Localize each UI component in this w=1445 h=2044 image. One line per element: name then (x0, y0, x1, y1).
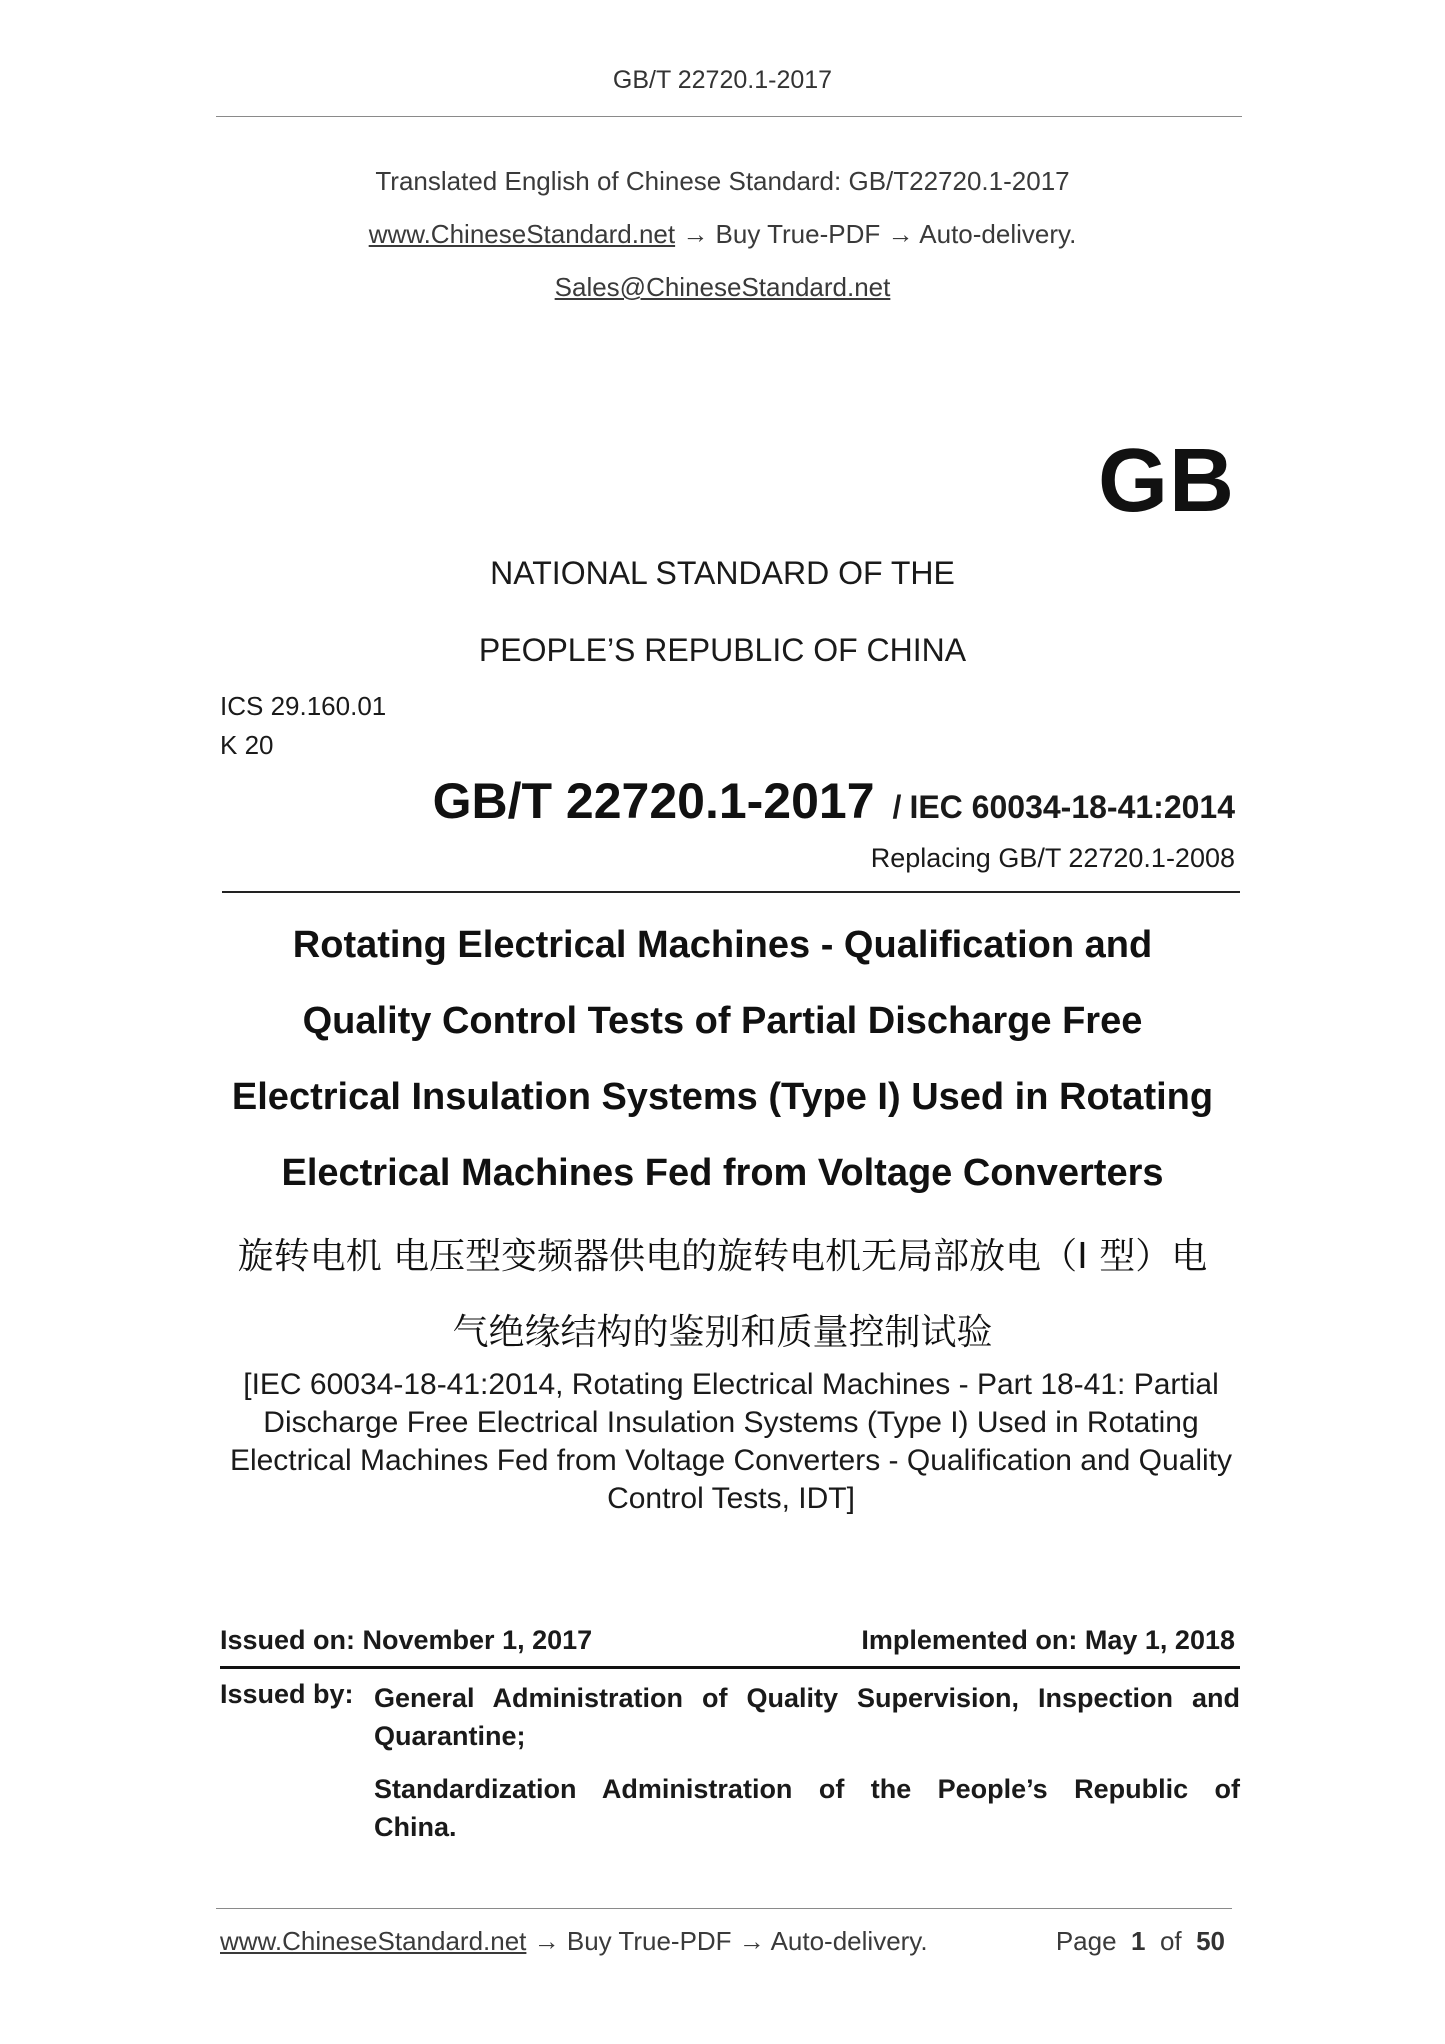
page-of: of (1159, 1926, 1182, 1956)
purchase-notice-text: → Buy True-PDF → Auto-delivery. (675, 219, 1077, 249)
footer-rule (216, 1908, 1232, 1909)
ccs-code: K 20 (220, 730, 274, 760)
gb-mark: GB (1098, 431, 1235, 531)
title-en-line1: Rotating Electrical Machines - Qualification and (292, 924, 1153, 966)
header-rule (216, 116, 1242, 117)
title-en-line2: Quality Control Tests of Partial Discharge Free (302, 1000, 1143, 1042)
issued-by-label: Issued by: (220, 1679, 354, 1709)
footer-notice-text: → Buy True-PDF → Auto-delivery. (526, 1926, 928, 1956)
title-cn-line1: 旋转电机 电压型变频器供电的旋转电机无局部放电（I 型）电 (237, 1236, 1208, 1277)
website-link[interactable]: www.ChineseStandard.net (368, 219, 676, 249)
title-cn-line2: 气绝缘结构的鉴别和质量控制试验 (452, 1312, 993, 1353)
national-standard-line1: NATIONAL STANDARD OF THE (490, 555, 955, 591)
page-total: 50 (1196, 1926, 1225, 1956)
purchase-notice (0, 219, 1445, 250)
replacing-note: Replacing GB/T 22720.1-2008 (870, 843, 1235, 873)
issuer-sac: Standardization Administration of the People’s Republic of China. (374, 1774, 1240, 1842)
title-rule (222, 891, 1240, 893)
title-en-line3: Electrical Insulation Systems (Type I) Used in Rotating (231, 1076, 1214, 1118)
page-indicator (1056, 1926, 1225, 1957)
dates-rule (220, 1666, 1240, 1669)
email-line (0, 272, 1445, 303)
footer-purchase-notice (220, 1926, 928, 1957)
footer-website-link[interactable]: www.ChineseStandard.net (220, 1926, 527, 1956)
page-label: Page (1055, 1926, 1117, 1956)
standard-number-line (433, 772, 1235, 830)
page-current: 1 (1131, 1926, 1146, 1956)
issued-on-date: Issued on: November 1, 2017 (220, 1625, 593, 1655)
sales-email-link[interactable]: Sales@ChineseStandard.net (554, 272, 891, 302)
title-en-line4: Electrical Machines Fed from Voltage Converters (281, 1152, 1164, 1194)
ics-code: ICS 29.160.01 (220, 691, 387, 721)
standard-number: GB/T 22720.1-2017 (432, 773, 875, 829)
standard-slash: / (892, 789, 902, 825)
national-standard-line2: PEOPLE’S REPUBLIC OF CHINA (478, 632, 967, 668)
issuer-aqsiq: General Administration of Quality Supervision, Inspection and Quarantine; (374, 1683, 1240, 1751)
iec-reference: [IEC 60034-18-41:2014, Rotating Electrical Machines - Part 18-41: Partial Discharge Free Electrical Insulation Systems (Type I) Used in Rotating Electrical Machines Fed from Voltage Converters - Qualification and Quality Control Tests, IDT] (229, 1368, 1233, 1515)
translation-notice: Translated English of Chinese Standard: GB/T22720.1-2017 (375, 166, 1070, 196)
iec-equivalent: IEC 60034-18-41:2014 (909, 789, 1235, 825)
implemented-on-date: Implemented on: May 1, 2018 (861, 1625, 1235, 1655)
running-header: GB/T 22720.1-2017 (612, 66, 833, 94)
